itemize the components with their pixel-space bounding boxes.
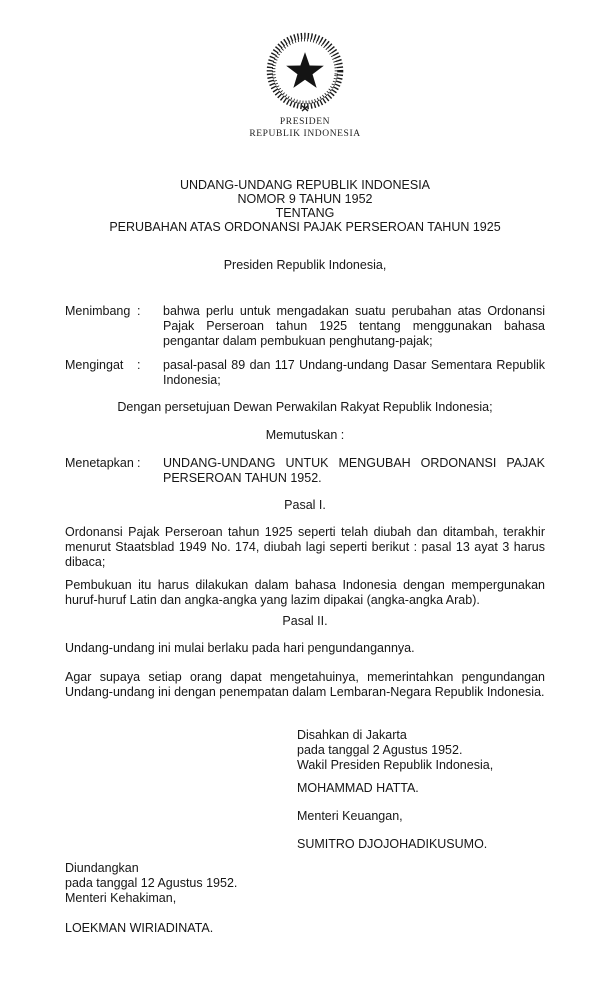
consideration-label: Mengingat	[65, 358, 124, 372]
promulgation-block	[65, 861, 545, 936]
consideration-text: pasal-pasal 89 dan 117 Undang-undang Dasar Sementara Republik Indonesia;	[163, 358, 545, 387]
consideration-row-menimbang	[65, 304, 545, 349]
title-line-3: TENTANG	[275, 206, 335, 220]
enactment-text: UNDANG-UNDANG UNTUK MENGUBAH ORDONANSI PAJAK PERSEROAN TAHUN 1952.	[163, 456, 545, 485]
title-line-4: PERUBAHAN ATAS ORDONANSI PAJAK PERSEROAN TAHUN 1925	[109, 220, 501, 234]
considerations-section	[65, 304, 545, 388]
enactment-signer-1: MOHAMMAD HATTA.	[297, 781, 419, 795]
promulgation-line-1: Diundangkan	[65, 861, 139, 875]
consideration-colon: :	[137, 304, 141, 318]
enactment-signature-block	[297, 728, 545, 852]
enactment-label: Menetapkan	[65, 456, 134, 470]
enactment-row-menetapkan	[65, 456, 545, 486]
enactment-date: pada tanggal 2 Agustus 1952.	[297, 743, 463, 757]
title-line-2: NOMOR 9 TAHUN 1952	[237, 192, 373, 206]
article-1-paragraph-1: Ordonansi Pajak Perseroan tahun 1925 seperti telah diubah dan ditambah, terakhir menurut Staatsblad 1949 No. 174, diubah lagi seperti berikut : pasal 13 ayat 3 harus dibaca;	[65, 525, 545, 569]
star-wreath-seal-icon	[262, 28, 348, 114]
enactment-signer-2: SUMITRO DJOJOHADIKUSUMO.	[297, 837, 488, 851]
consideration-row-mengingat	[65, 358, 545, 388]
consideration-colon: :	[137, 358, 141, 372]
seal-caption-presiden: PRESIDEN	[279, 117, 331, 127]
agreement-line: Dengan persetujuan Dewan Perwakilan Rakyat Republik Indonesia;	[117, 400, 493, 414]
article-1-paragraph-2: Pembukuan itu harus dilakukan dalam bahasa Indonesia dengan mempergunakan huruf-huruf Latin dan angka-angka yang lazim dipakai (angka-angka Arab).	[65, 578, 545, 607]
enactment-colon: :	[137, 456, 141, 470]
article-2-paragraph-2: Agar supaya setiap orang dapat mengetahuinya, memerintahkan pengundangan Undang-undang ini dengan penempatan dalam Lembaran-Negara Republik Indonesia.	[65, 670, 545, 699]
seal-caption	[65, 116, 545, 140]
presidential-seal	[65, 28, 545, 114]
promulgation-signer: LOEKMAN WIRIADINATA.	[65, 921, 214, 935]
enactment-role-2: Menteri Keuangan,	[297, 809, 403, 823]
article-2-heading: Pasal II.	[282, 614, 328, 628]
document-title	[65, 178, 545, 234]
decision-heading: Memutuskan :	[265, 428, 345, 442]
article-1-heading: Pasal I.	[284, 498, 326, 512]
enactment-role: Wakil Presiden Republik Indonesia,	[297, 758, 494, 772]
promulgation-line-3: Menteri Kehakiman,	[65, 891, 177, 905]
title-line-1: UNDANG-UNDANG REPUBLIK INDONESIA	[179, 178, 431, 192]
seal-caption-republik-indonesia: REPUBLIK INDONESIA	[249, 129, 361, 139]
article-2-paragraph-1: Undang-undang ini mulai berlaku pada hari pengundangannya.	[65, 641, 415, 655]
enactment-place: Disahkan di Jakarta	[297, 728, 407, 742]
consideration-label: Menimbang	[65, 304, 131, 318]
opening-line: Presiden Republik Indonesia,	[223, 258, 387, 272]
promulgation-line-2: pada tanggal 12 Agustus 1952.	[65, 876, 238, 890]
consideration-text: bahwa perlu untuk mengadakan suatu perubahan atas Ordonansi Pajak Perseroan tahun 1925 tentang menggunakan bahasa pengantar dalam pembukuan penghutang-pajak;	[163, 304, 545, 348]
